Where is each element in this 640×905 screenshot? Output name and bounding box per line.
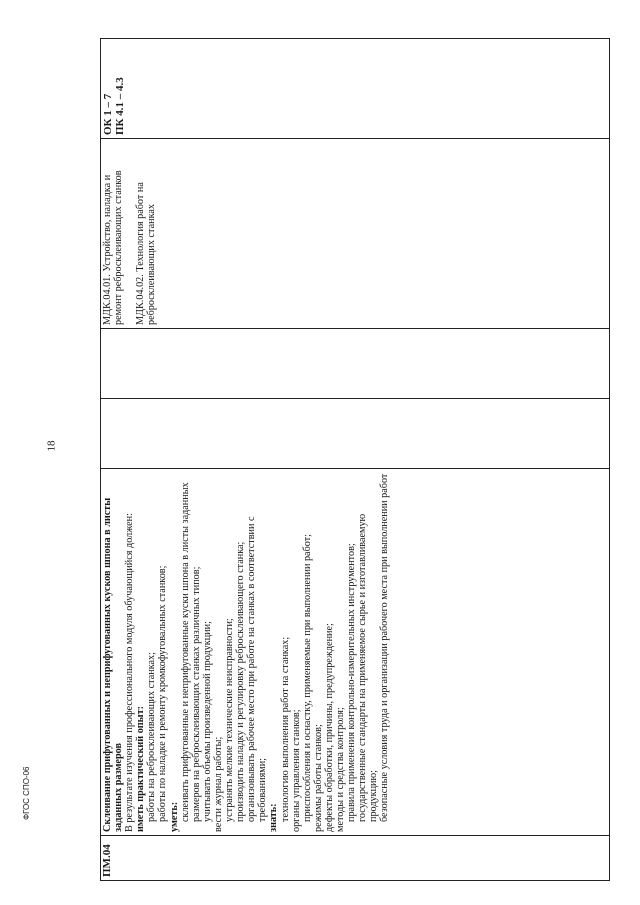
description-line: иметь практический опыт:: [135, 705, 147, 832]
competencies-cell: [101, 39, 610, 139]
empty-cell-2: [101, 329, 610, 399]
curriculum-table-frame: [100, 38, 610, 881]
description-line: работы по наладке и ремонту кромкофуговальных станков;: [157, 565, 169, 822]
description-line: В результате изучения профессионального модуля обучающийся должен:: [124, 513, 136, 832]
description-line: приспособления и оснастку, применяемые при выполнении работ;: [301, 534, 313, 822]
page-number: 18: [45, 440, 58, 452]
description-line: правила применения контрольно-измерительных инструментов;: [346, 543, 358, 822]
description-line: методы и средства контроля;: [334, 707, 346, 832]
module-description-cell: [101, 469, 610, 836]
curriculum-table: [100, 38, 610, 881]
general-competencies: ОК 1 – 7: [102, 93, 114, 135]
description-line: государственные стандарты на применяемое сырье и изготавливаемую продукцию;: [357, 513, 380, 822]
description-line: безопасные условия труда и организации рабочего места при выполнении работ: [379, 473, 391, 822]
description-line: режимы работы станков;: [312, 724, 324, 832]
description-line: учитывать объемы произведенной продукции;: [201, 621, 213, 822]
footer-standard-label: ФГОС СПО-06: [22, 766, 31, 820]
module-description-lines: [124, 472, 390, 832]
mdk-item-2: МДК.04.02. Технология работ на ребросклеивающих станках: [135, 182, 158, 325]
description-line: органы управления станков;: [290, 709, 302, 832]
description-line: уметь:: [168, 801, 180, 832]
description-line: дефекты обработки, причины, предупреждение;: [323, 623, 335, 832]
table-row: [101, 39, 610, 881]
description-line: работы на ребросклеивающих станках;: [146, 652, 158, 822]
description-line: устранять мелкие технические неисправности;: [224, 618, 236, 822]
module-title: Склеивание прифугованных и неприфугованных кусков шпона в листы заданных размеров: [102, 497, 125, 832]
description-line: производить наладку и регулировку ребросклеивающего станка;: [235, 541, 247, 822]
description-line: знать:: [268, 803, 280, 832]
module-code: ПМ.04: [101, 844, 113, 877]
description-line: склеивать прифугованные и неприфугованные куски шпона в листы заданных размеров на ребросклеивающих станках различных типов;: [179, 482, 202, 822]
description-line: технологию выполнения работ на станках;: [279, 636, 291, 822]
module-code-cell: [101, 836, 610, 881]
description-line: вести журнал работы;: [212, 736, 224, 832]
description-line: организовывать рабочее место при работе на станках в соответствии с требованиями;: [246, 516, 269, 822]
rotated-table-content: [100, 38, 610, 881]
professional-competencies: ПК 4.1 – 4.3: [114, 77, 126, 135]
mdk-cell: [101, 139, 610, 329]
empty-cell-1: [101, 399, 610, 469]
mdk-item-1: МДК.04.01. Устройство, наладка и ремонт ребросклеивающих станков: [102, 170, 125, 325]
